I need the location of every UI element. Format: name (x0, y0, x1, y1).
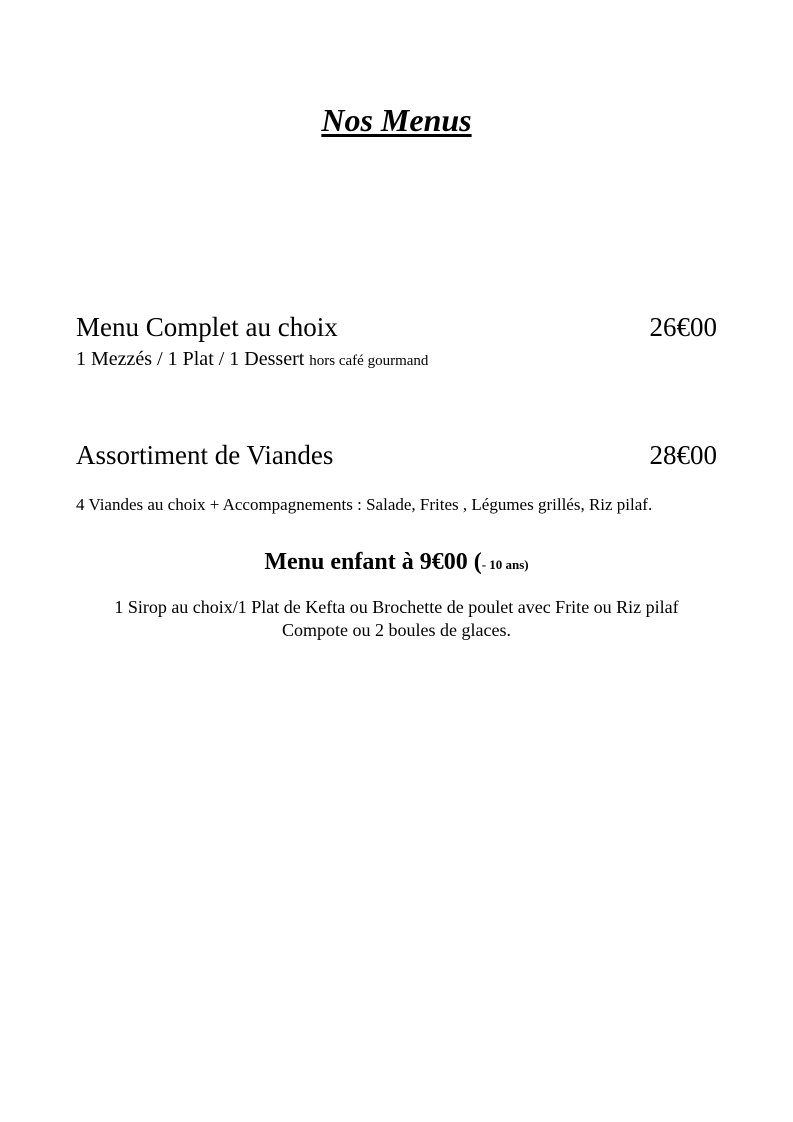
kids-menu-line-1: 1 Sirop au choix/1 Plat de Kefta ou Brochette de poulet avec Frite ou Riz pilaf (114, 597, 679, 617)
kids-menu-age-note: - 10 ans) (481, 557, 529, 572)
menu-complet-name: Menu Complet au choix (76, 312, 338, 342)
assortiment-description: 4 Viandes au choix + Accompagnements : Salade, Frites , Légumes grillés, Riz pilaf. (76, 495, 653, 514)
page-title: Nos Menus (321, 102, 472, 138)
menu-complet-price: 26€00 (649, 312, 717, 342)
assortiment-row (76, 439, 717, 471)
menu-complet-row (76, 311, 717, 343)
menu-complet-note: hors café gourmand (309, 353, 429, 369)
menu-complet-description (76, 346, 428, 374)
kids-menu-title (0, 546, 793, 581)
kids-menu-title-text: Menu enfant à 9€00 ( (264, 549, 482, 575)
assortiment-price: 28€00 (649, 440, 717, 470)
assortiment-name: Assortiment de Viandes (76, 440, 334, 470)
kids-menu-description (0, 596, 793, 642)
kids-menu-line-2: Compote ou 2 boules de glaces. (282, 620, 511, 640)
menu-complet-desc-text: 1 Mezzés / 1 Plat / 1 Dessert (76, 348, 305, 370)
